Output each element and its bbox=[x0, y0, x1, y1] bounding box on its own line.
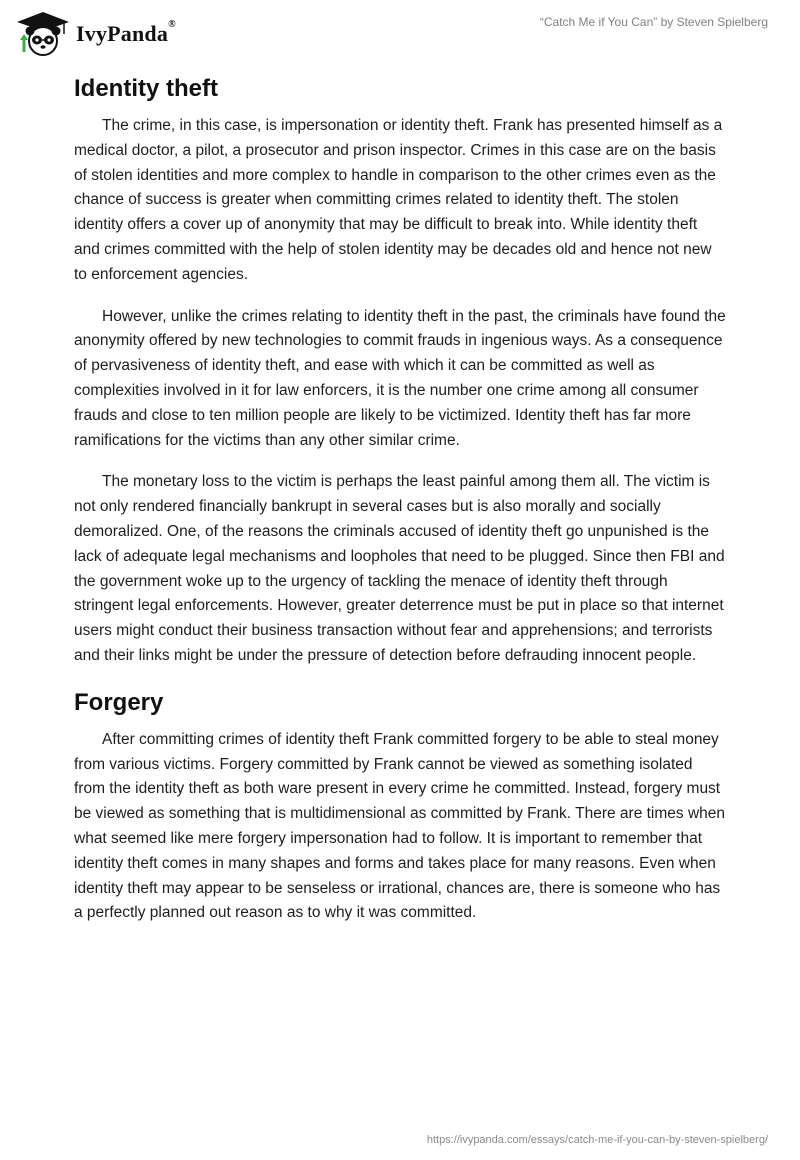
brand-name bbox=[76, 21, 176, 47]
source-url[interactable]: https://ivypanda.com/essays/catch-me-if-you-can-by-steven-spielberg/ bbox=[426, 1134, 768, 1146]
registered-mark: ® bbox=[168, 19, 176, 30]
panda-graduate-icon bbox=[14, 10, 72, 58]
paragraph: After committing crimes of identity theft Frank committed forgery to be able to steal money from various victims. Forgery committed by Frank cannot be viewed as something isolated from the identity theft as both ware present in every crime he committed. Instead, forgery must be viewed as something that is multidimensional as committed by Frank. There are times when what seemed like mere forgery impersonation had to follow. It is important to remember that identity theft comes in many shapes and forms and takes place for many reasons. Even when identity theft may appear to be senseless or irrational, chances are, there is someone who has a perfectly planned out reason as to why it was committed. bbox=[74, 730, 726, 922]
document-title: “Catch Me if You Can” by Steven Spielberg bbox=[539, 15, 768, 29]
essay-content bbox=[74, 72, 726, 943]
section-heading-forgery: Forgery bbox=[74, 688, 164, 716]
section-heading-identity-theft: Identity theft bbox=[74, 75, 218, 102]
paragraph: The monetary loss to the victim is perhaps the least painful among them all. The victim is not only rendered financially bankrupt in several cases but is also morally and socially demoralized. One, of the reasons the criminals accused of identity theft go unpunished is the lack of adequate legal mechanisms and loopholes that need to be plugged. Since then FBI and the government woke up to the urgency of tackling the menace of identity theft through stringent legal enforcements. However, greater deterrence must be put in place so that internet users might conduct their business transaction without fear and apprehensions; and terrorists and their links might be under the pressure of detection before defrauding innocent people. bbox=[74, 473, 725, 664]
brand-name-text: IvyPanda bbox=[76, 21, 169, 46]
brand-logo[interactable] bbox=[14, 10, 176, 58]
paragraph: However, unlike the crimes relating to identity theft in the past, the criminals have found the anonymity offered by new technologies to commit frauds in ingenious ways. As a consequence of pervasiveness of identity theft, and ease with which it can be committed as well as complexities involved in it for law enforcers, it is the number one crime among all consumer frauds and close to ten million people are likely to be victimized. Identity theft has far more ramifications for the victims than any other similar crime. bbox=[74, 307, 726, 449]
paragraph: The crime, in this case, is impersonation or identity theft. Frank has presented himself as a medical doctor, a pilot, a prosecutor and prison inspector. Crimes in this case are on the basis of stolen identities and more complex to handle in comparison to the other crimes even as the chance of success is greater when committing crimes related to identity theft. The stolen identity offers a cover up of anonymity that may be difficult to break into. While identity theft and crimes committed with the help of stolen identity may be decades old and hence not new to enforcement agencies. bbox=[74, 117, 723, 283]
